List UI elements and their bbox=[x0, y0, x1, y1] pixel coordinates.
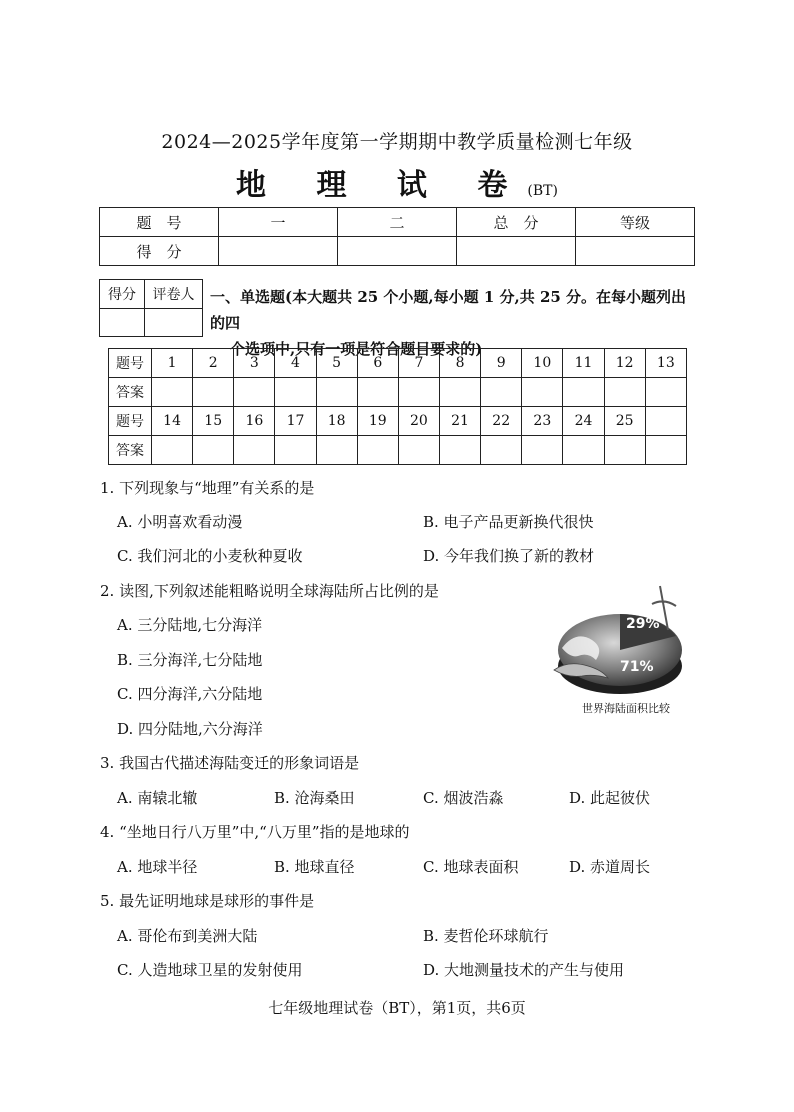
answer-grid-answer-cell bbox=[316, 378, 357, 407]
answer-grid-question-number: 12 bbox=[604, 349, 645, 378]
answer-grid-answer-cell bbox=[357, 436, 398, 465]
answer-grid-question-number: 23 bbox=[522, 407, 563, 436]
answer-grid-question-number: 3 bbox=[234, 349, 275, 378]
answer-grid-answer-cell bbox=[398, 436, 439, 465]
answer-grid-question-number bbox=[645, 407, 686, 436]
answer-grid-question-number: 21 bbox=[439, 407, 480, 436]
answer-grid bbox=[108, 348, 687, 465]
answer-grid-answer-cell bbox=[645, 436, 686, 465]
exam-title bbox=[0, 160, 794, 204]
exam-title-text: 地 理 试 卷 bbox=[236, 168, 528, 203]
question-4-option-a: A. 地球半径 bbox=[117, 858, 198, 876]
score-cell bbox=[576, 237, 695, 266]
answer-grid-answer-cell bbox=[522, 436, 563, 465]
answer-grid-answer-cell bbox=[563, 378, 604, 407]
score-row-label: 得 分 bbox=[100, 237, 219, 266]
score-cell bbox=[338, 237, 457, 266]
question-4-option-c: C. 地球表面积 bbox=[423, 858, 519, 876]
question-1-option-b: B. 电子产品更新换代很快 bbox=[423, 513, 594, 531]
answer-grid-question-number: 20 bbox=[398, 407, 439, 436]
page-footer: 七年级地理试卷（BT），第1页，共6页 bbox=[268, 999, 526, 1017]
answer-grid-answer-cell bbox=[481, 378, 522, 407]
answer-grid-answer-cell bbox=[316, 436, 357, 465]
answer-grid-question-number: 7 bbox=[398, 349, 439, 378]
question-1-option-d: D. 今年我们换了新的教材 bbox=[423, 547, 595, 565]
answer-grid-answer-cell bbox=[563, 436, 604, 465]
answer-grid-answer-cell bbox=[275, 436, 316, 465]
answer-grid-answer-cell bbox=[234, 436, 275, 465]
answer-grid-question-number: 25 bbox=[604, 407, 645, 436]
answer-grid-question-number: 13 bbox=[645, 349, 686, 378]
answer-grid-question-number: 14 bbox=[152, 407, 193, 436]
answer-grid-row-label: 题号 bbox=[109, 349, 152, 378]
answer-grid-row-label: 答案 bbox=[109, 378, 152, 407]
score-header-cell: 等级 bbox=[576, 208, 695, 237]
answer-grid-row-label: 答案 bbox=[109, 436, 152, 465]
question-2-option-c: C. 四分海洋,六分陆地 bbox=[117, 685, 263, 703]
exam-title-suffix: (BT) bbox=[527, 183, 558, 199]
answer-grid-question-number: 1 bbox=[152, 349, 193, 378]
score-header-cell: 二 bbox=[338, 208, 457, 237]
answer-grid-answer-cell bbox=[604, 378, 645, 407]
answer-grid-question-number: 18 bbox=[316, 407, 357, 436]
answer-grid-question-number: 9 bbox=[481, 349, 522, 378]
answer-grid-answer-cell bbox=[152, 436, 193, 465]
section-instructions-line1: 一、单选题(本大题共 25 个小题,每小题 1 分,共 25 分。在每小题列出的四 bbox=[210, 288, 687, 332]
question-2-option-b: B. 三分海洋,七分陆地 bbox=[117, 651, 263, 669]
land-ocean-figure bbox=[548, 578, 696, 718]
answer-grid-answer-row bbox=[109, 436, 687, 465]
score-cell bbox=[219, 237, 338, 266]
answer-grid-number-row bbox=[109, 349, 687, 378]
score-cell bbox=[457, 237, 576, 266]
question-5-option-b: B. 麦哲伦环球航行 bbox=[423, 927, 549, 945]
question-1-option-a: A. 小明喜欢看动漫 bbox=[117, 513, 243, 531]
score-table-header-row bbox=[100, 208, 695, 237]
answer-grid-question-number: 15 bbox=[193, 407, 234, 436]
answer-grid-number-row bbox=[109, 407, 687, 436]
answer-grid-question-number: 10 bbox=[522, 349, 563, 378]
grader-box bbox=[99, 279, 203, 337]
answer-grid-answer-cell bbox=[398, 378, 439, 407]
exam-subtitle: 2024—2025学年度第一学期期中教学质量检测七年级 bbox=[161, 131, 633, 153]
answer-grid-question-number: 16 bbox=[234, 407, 275, 436]
land-percent-label: 29% bbox=[626, 616, 660, 632]
answer-grid-answer-cell bbox=[234, 378, 275, 407]
answer-grid-question-number: 22 bbox=[481, 407, 522, 436]
grader-name-cell bbox=[145, 309, 203, 337]
score-table-value-row bbox=[100, 237, 695, 266]
answer-grid-answer-cell bbox=[439, 436, 480, 465]
answer-grid-question-number: 11 bbox=[563, 349, 604, 378]
answer-grid-question-number: 2 bbox=[193, 349, 234, 378]
answer-grid-answer-cell bbox=[193, 378, 234, 407]
question-2-option-d: D. 四分陆地,六分海洋 bbox=[117, 720, 263, 738]
question-2-option-a: A. 三分陆地,七分海洋 bbox=[117, 616, 263, 634]
question-5-option-a: A. 哥伦布到美洲大陆 bbox=[117, 927, 258, 945]
answer-grid-answer-cell bbox=[152, 378, 193, 407]
question-2-stem: 2. 读图,下列叙述能粗略说明全球海陆所占比例的是 bbox=[100, 582, 439, 600]
answer-grid-answer-row bbox=[109, 378, 687, 407]
grader-name-label: 评卷人 bbox=[145, 280, 203, 309]
score-header-cell: 题 号 bbox=[100, 208, 219, 237]
grader-score-cell bbox=[100, 309, 145, 337]
answer-grid-answer-cell bbox=[275, 378, 316, 407]
section-instructions-line2: 个选项中,只有一项是符合题目要求的) bbox=[230, 340, 483, 358]
answer-grid-answer-cell bbox=[645, 378, 686, 407]
answer-grid-answer-cell bbox=[193, 436, 234, 465]
ocean-percent-label: 71% bbox=[620, 659, 654, 675]
answer-grid-question-number: 4 bbox=[275, 349, 316, 378]
score-table bbox=[99, 207, 695, 266]
question-4-stem: 4. “坐地日行八万里”中,“八万里”指的是地球的 bbox=[100, 823, 410, 841]
question-3-stem: 3. 我国古代描述海陆变迁的形象词语是 bbox=[100, 754, 360, 772]
answer-grid-answer-cell bbox=[604, 436, 645, 465]
answer-grid-question-number: 24 bbox=[563, 407, 604, 436]
question-3-option-b: B. 沧海桑田 bbox=[274, 789, 355, 807]
question-4-option-d: D. 赤道周长 bbox=[569, 858, 651, 876]
answer-grid-row-label: 题号 bbox=[109, 407, 152, 436]
answer-grid-answer-cell bbox=[439, 378, 480, 407]
question-3-option-c: C. 烟波浩淼 bbox=[423, 789, 504, 807]
question-1-option-c: C. 我们河北的小麦秋种夏收 bbox=[117, 547, 303, 565]
question-4-option-b: B. 地球直径 bbox=[274, 858, 355, 876]
answer-grid-question-number: 6 bbox=[357, 349, 398, 378]
answer-grid-answer-cell bbox=[357, 378, 398, 407]
question-5-stem: 5. 最先证明地球是球形的事件是 bbox=[100, 892, 315, 910]
question-5-option-d: D. 大地测量技术的产生与使用 bbox=[423, 961, 625, 979]
answer-grid-question-number: 8 bbox=[439, 349, 480, 378]
question-3-option-d: D. 此起彼伏 bbox=[569, 789, 651, 807]
answer-grid-question-number: 5 bbox=[316, 349, 357, 378]
grader-score-label: 得分 bbox=[100, 280, 145, 309]
question-3-option-a: A. 南辕北辙 bbox=[117, 789, 198, 807]
answer-grid-answer-cell bbox=[522, 378, 563, 407]
answer-grid-question-number: 19 bbox=[357, 407, 398, 436]
answer-grid-question-number: 17 bbox=[275, 407, 316, 436]
score-header-cell: 一 bbox=[219, 208, 338, 237]
answer-grid-answer-cell bbox=[481, 436, 522, 465]
question-1-stem: 1. 下列现象与“地理”有关系的是 bbox=[100, 479, 315, 497]
land-ocean-pie-graphic bbox=[548, 578, 696, 708]
question-5-option-c: C. 人造地球卫星的发射使用 bbox=[117, 961, 303, 979]
score-header-cell: 总 分 bbox=[457, 208, 576, 237]
figure-caption: 世界海陆面积比较 bbox=[582, 702, 670, 715]
